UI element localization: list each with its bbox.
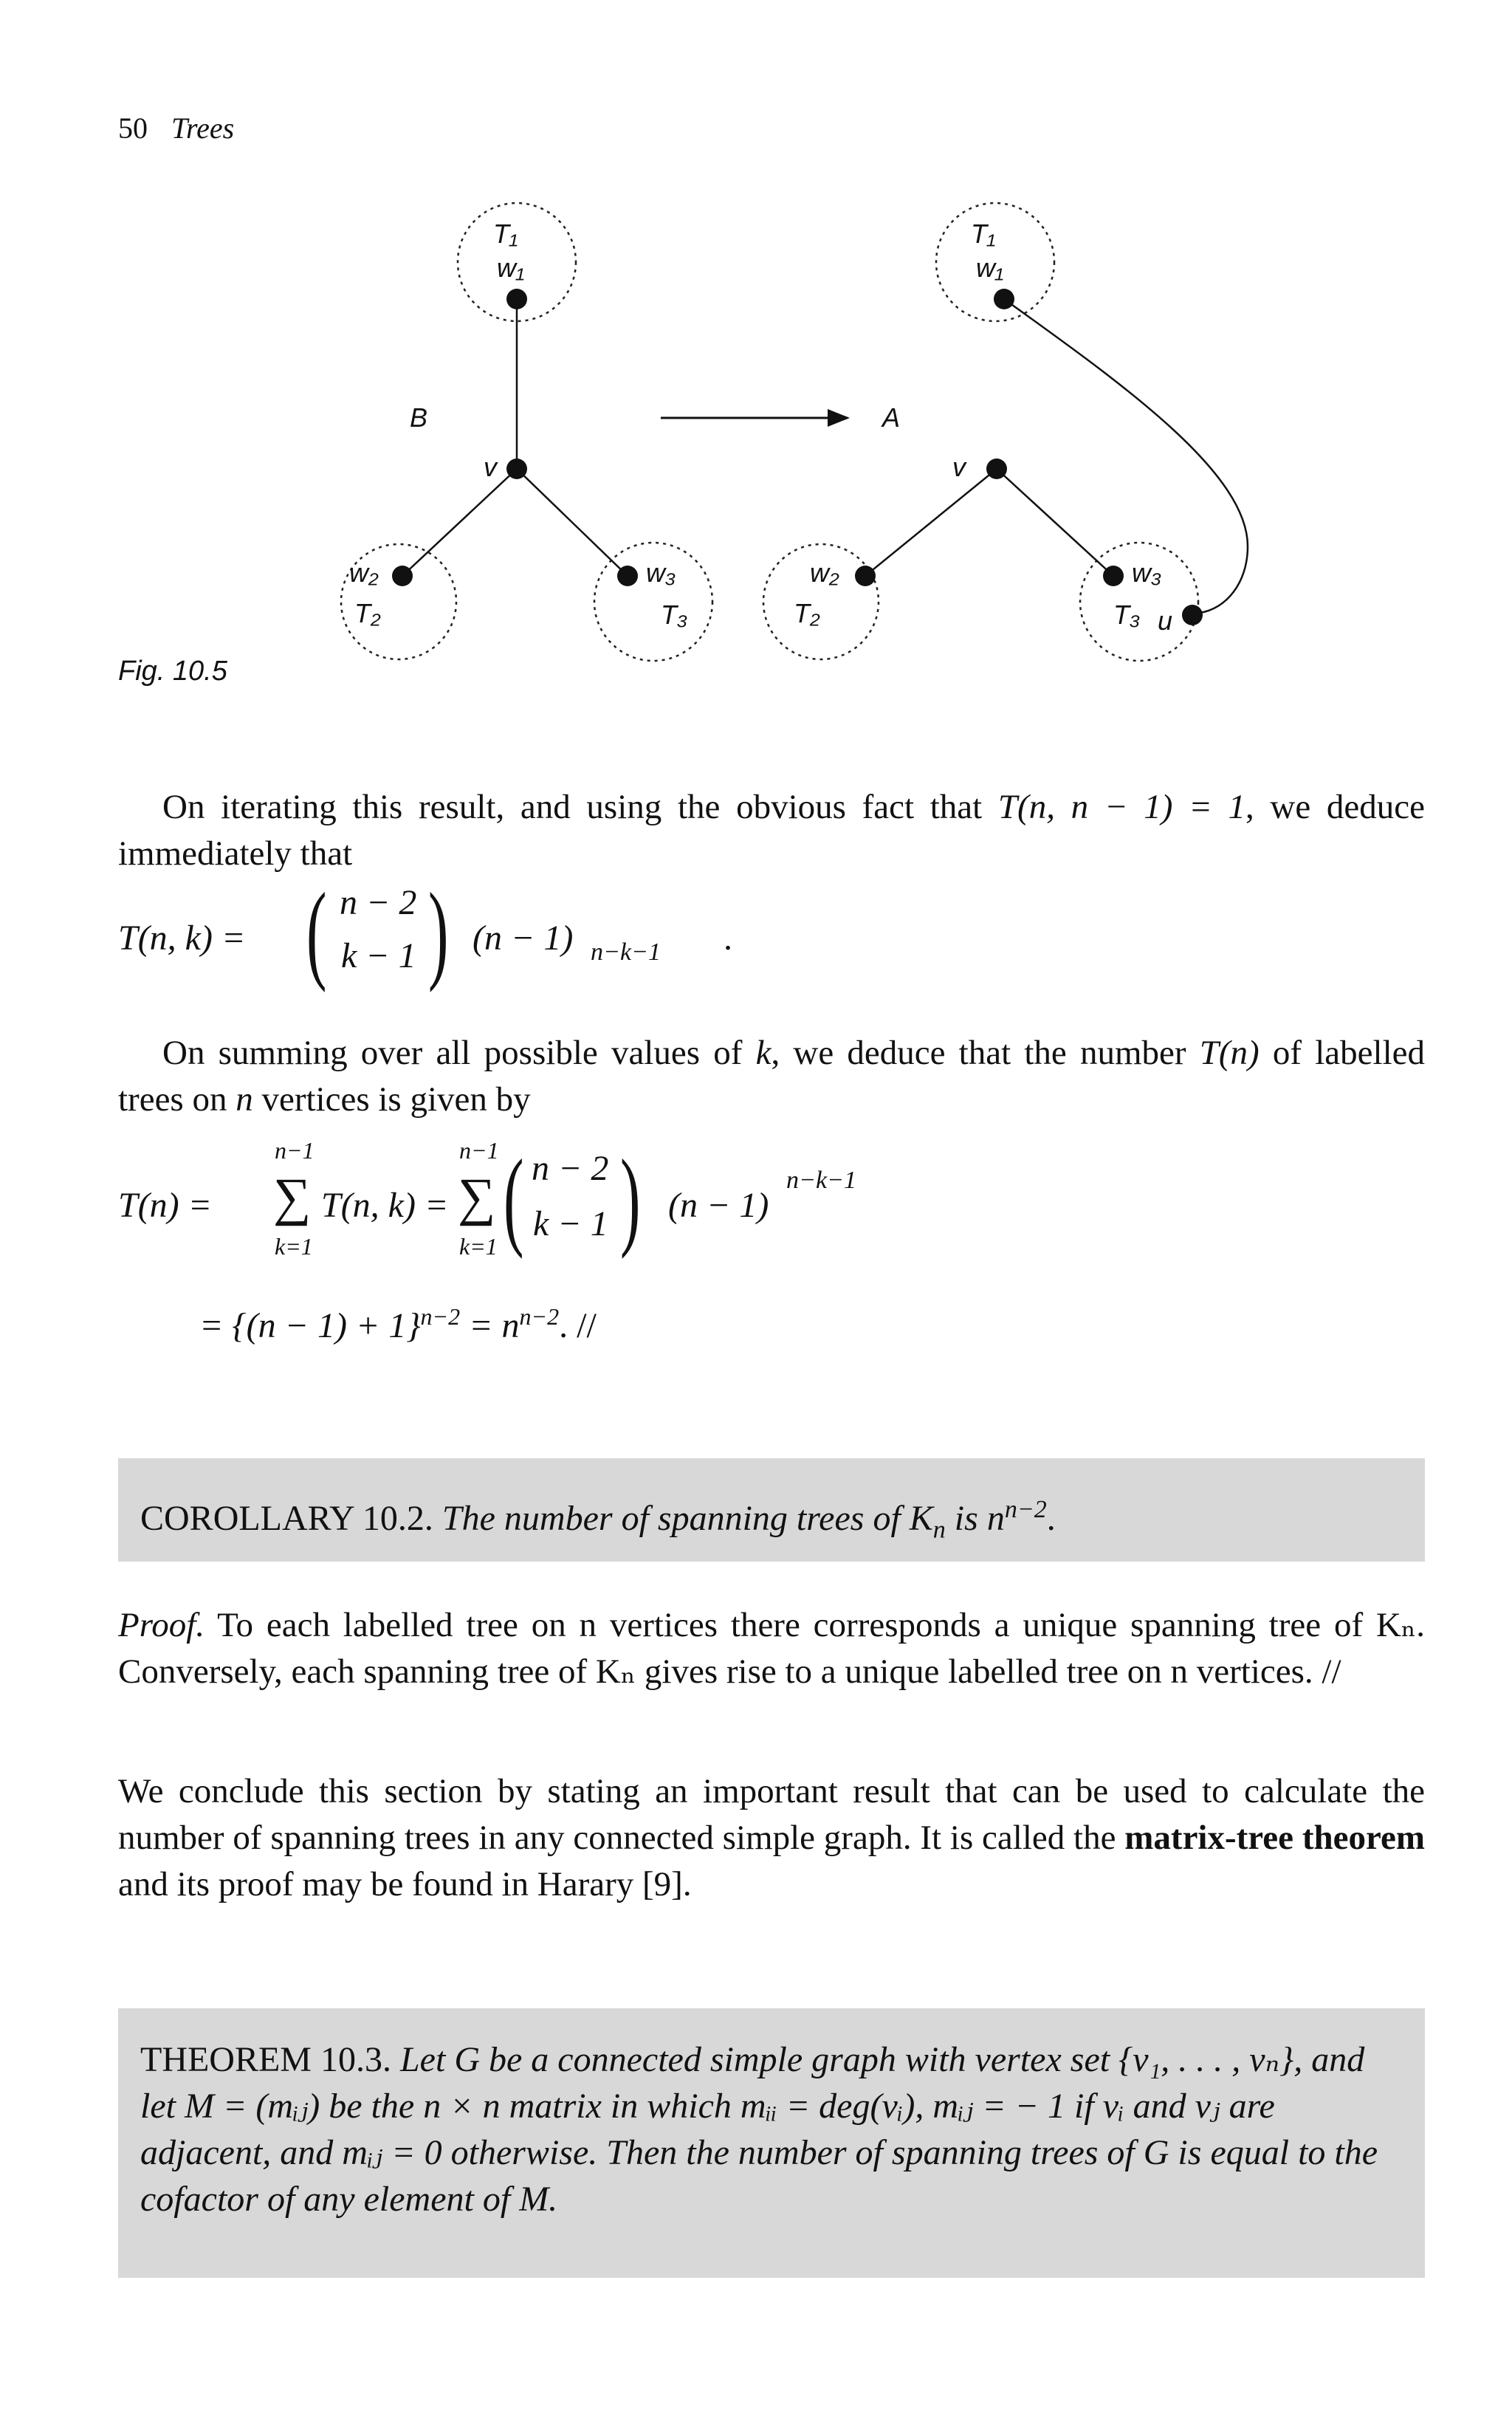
proof-paragraph (118, 1602, 1425, 1695)
corollary-statement-2: is n (945, 1499, 1005, 1538)
p1-fact: T(n, n − 1) = 1 (997, 788, 1245, 826)
label-T1-right: T₁ (971, 219, 996, 249)
corollary-box (118, 1458, 1425, 1562)
eq2-paren-left: ( (504, 1137, 524, 1260)
label-w2-right: w₂ (810, 557, 839, 588)
p2-text-b: , we deduce that the number (771, 1034, 1200, 1072)
eq3-sup: n−2 (420, 1303, 461, 1330)
eq2-mid: T(n, k) = (321, 1186, 449, 1225)
eq3-b: = n (460, 1306, 520, 1345)
eq2-sum1-lower: k=1 (275, 1233, 313, 1260)
p2-k: k (755, 1034, 772, 1072)
p3-text-a: We conclude this section by stating an important result that can be used to calculate the number of spanning trees in any connected simple graph. It is called the (118, 1772, 1425, 1857)
corollary-end: . (1046, 1499, 1056, 1538)
equation-result (199, 1303, 597, 1346)
label-u: u (1158, 605, 1173, 636)
eq2-sum2-upper: n−1 (459, 1137, 499, 1164)
label-w1: w₁ (497, 253, 525, 283)
eq2-binom-bottom: k − 1 (533, 1204, 608, 1243)
p2-text-a: On summing over all possible values of (162, 1034, 756, 1072)
chapter-title: Trees (171, 111, 235, 145)
corollary-sub: n (932, 1516, 946, 1544)
label-T3-right: T₃ (1113, 600, 1141, 630)
eq2-binom-top: n − 2 (532, 1149, 609, 1188)
eq1-lhs: T(n, k) = (118, 919, 246, 958)
corollary-sup: n−2 (1004, 1496, 1047, 1523)
p2-Tn: T(n) (1199, 1034, 1260, 1072)
eq2-lhs: T(n) = (118, 1186, 213, 1225)
label-T2: T₂ (354, 598, 381, 628)
eq1-binom-top: n − 2 (340, 883, 417, 922)
p1-text-a: On iterating this result, and using the obvious fact that (162, 788, 998, 826)
paragraph-iterating (118, 784, 1425, 877)
p3-bold: matrix-tree theorem (1124, 1819, 1426, 1857)
theorem-text (140, 2036, 1403, 2222)
proof-label: Proof. (118, 1606, 205, 1644)
eq1-rhs-sub: n−k−1 (591, 938, 661, 966)
eq2-sum2-lower: k=1 (459, 1233, 498, 1260)
p2-text-d: vertices is given by (252, 1080, 531, 1119)
paragraph-summing (118, 1030, 1425, 1123)
theorem-box (118, 2008, 1425, 2278)
eq1-paren-right: ) (428, 871, 449, 993)
p3-text-b: and its proof may be found in Harary [9]. (118, 1865, 692, 1903)
eq1-paren-left: ( (306, 871, 327, 993)
label-T2-right: T₂ (794, 598, 820, 628)
eq1-binom-bottom: k − 1 (341, 936, 416, 975)
label-v: v (484, 452, 497, 482)
eq2-sigma-2: ∑ (458, 1167, 496, 1226)
eq1-rhs: (n − 1) (472, 919, 574, 958)
paragraph-matrix-tree (118, 1768, 1425, 1908)
p1-text-b: , we deduce immediately that (118, 788, 1425, 873)
eq3-sup2: n−2 (519, 1303, 560, 1330)
figure-caption: Fig. 10.5 (118, 656, 227, 687)
label-w2: w₂ (349, 557, 379, 588)
theorem-label: THEOREM 10.3. (140, 2040, 400, 2079)
eq2-sum1-upper: n−1 (275, 1137, 315, 1164)
eq3-end: . // (559, 1306, 597, 1345)
label-T1: T₁ (493, 219, 518, 249)
edge-label-A: A (882, 402, 901, 433)
p2-n: n (236, 1080, 253, 1119)
eq1-end: . (724, 919, 732, 958)
eq2-sigma-1: ∑ (273, 1167, 312, 1226)
corollary-statement: The number of spanning trees of K (441, 1499, 933, 1538)
figure-labels (0, 0, 1512, 738)
corollary-text (140, 1486, 1403, 1553)
eq2-rhs: (n − 1) (668, 1186, 769, 1225)
label-w1-right: w₁ (976, 253, 1004, 283)
eq2-rhs-sup: n−k−1 (786, 1167, 856, 1194)
edge-label-B: B (410, 402, 428, 433)
eq3-a: = {(n − 1) + 1} (199, 1306, 421, 1345)
page-number: 50 (118, 111, 148, 145)
label-w3-right: w₃ (1132, 557, 1162, 588)
eq2-paren-right: ) (620, 1137, 641, 1260)
p2-text-c: of labelled trees on (118, 1034, 1425, 1119)
label-v-right: v (952, 452, 966, 482)
proof-text: To each labelled tree on n vertices there corresponds a unique spanning tree of Kₙ. Conversely, each spanning tree of Kₙ gives rise to a unique labelled tree on n vertices. // (118, 1606, 1425, 1691)
label-w3: w₃ (646, 557, 676, 588)
theorem-statement: Let G be a connected simple graph with vertex set {v₁, . . . , vₙ}, and let M = (mᵢⱼ) be the n × n matrix in which mᵢᵢ = deg(vᵢ), mᵢⱼ = − 1 if vᵢ and vⱼ are adjacent, and mᵢⱼ = 0 otherwise. Then the number of spanning trees of G is equal to the cofactor of any element of M. (140, 2040, 1378, 2219)
label-T3: T₃ (661, 600, 688, 630)
corollary-label: COROLLARY 10.2. (140, 1499, 442, 1538)
